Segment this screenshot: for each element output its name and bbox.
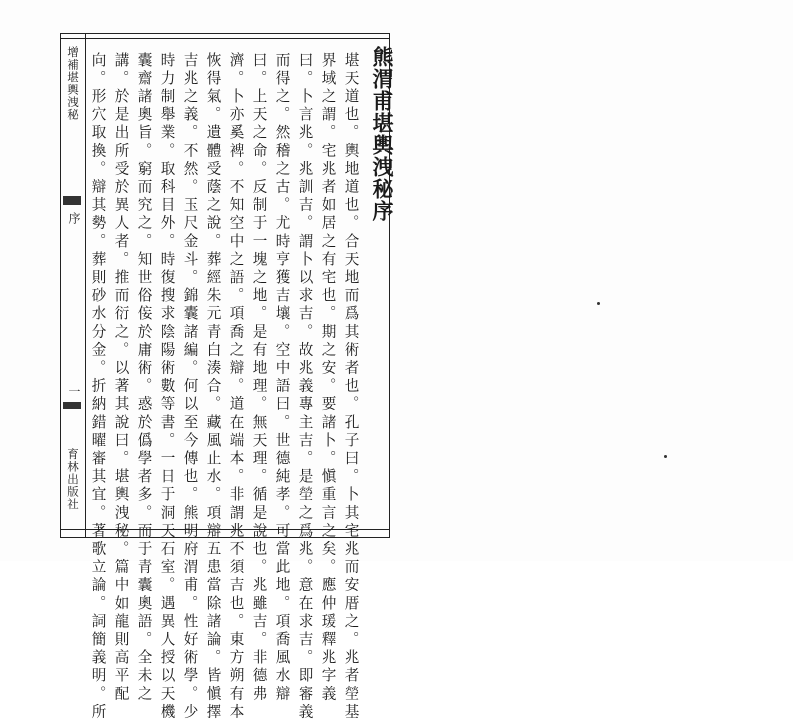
margin-section-label: 序	[67, 212, 81, 225]
publisher-name: 育林出版社	[66, 448, 80, 511]
text-column-6: 濟。卜亦奚裨。不知空中之語。項喬之辯。道在端本。非謂兆不須吉也。東方朔有本	[227, 52, 245, 722]
preface-title: 熊渭甫堪輿洩秘序	[370, 46, 394, 222]
page-border	[60, 33, 390, 538]
text-column-9: 時力制舉業。取科目外。時復搜求陰陽術數等書。一日于洞天石室。遇異人授以天機	[158, 52, 176, 722]
text-column-10: 囊齋諸奧旨。窮而究之。知世俗侫於庸術。惑於僞學者多。而于青囊奧語。全未之	[135, 52, 153, 704]
text-column-5: 曰。上天之命。反制于一塊之地。是有地理。無天理。循是說也。兆雖吉。非德弗	[250, 52, 268, 704]
margin-page-number: 一	[67, 385, 81, 398]
text-column-3: 曰。卜言兆。兆訓吉。謂卜以求吉。故兆義專主吉。是塋之爲兆。意在求吉。即審義	[296, 52, 314, 722]
text-column-11: 講。於是出所受於異人者。推而衍之。以著其說曰。堪輿洩秘。篇中如龍則高平配	[112, 52, 130, 704]
text-column-7: 恢得氣。遺體受蔭之說。葬經朱元青白湊合。藏風止水。項辯五患當除諸論。皆愼擇	[204, 52, 222, 722]
margin-book-title: 增補堪輿洩秘	[66, 46, 80, 121]
fishtail-mark-lower	[63, 402, 81, 409]
text-column-2: 界域之謂。宅兆者如居之有宅也。期之安。要諸卜。愼重言之矣。應仲瑗釋兆字義	[319, 52, 337, 704]
text-column-4: 而得之。然稽之古。尤時亨獲吉壤。空中語曰。世德純孝。可當此地。項喬風水辯	[273, 52, 291, 704]
scan-speck	[597, 302, 600, 305]
margin-divider-rule	[85, 33, 86, 538]
scan-speck	[664, 455, 667, 458]
bottom-rule	[60, 529, 390, 530]
text-column-12: 向。形穴取換。辯其勢。葬則砂水分金。折納錯曜審其宜。著歌立論。詞簡義明。所	[89, 52, 107, 722]
text-column-1: 堪天道也。輿地道也。合天地而爲其術者也。孔子曰。卜其宅兆而安厝之。兆者塋基	[342, 52, 360, 722]
text-column-8: 吉兆之義。不然。玉尺金斗。錦囊諸編。何以至今傳也。熊明府渭甫。性好術學。少	[181, 52, 199, 722]
fishtail-mark-upper	[63, 196, 81, 205]
top-rule	[60, 38, 390, 39]
